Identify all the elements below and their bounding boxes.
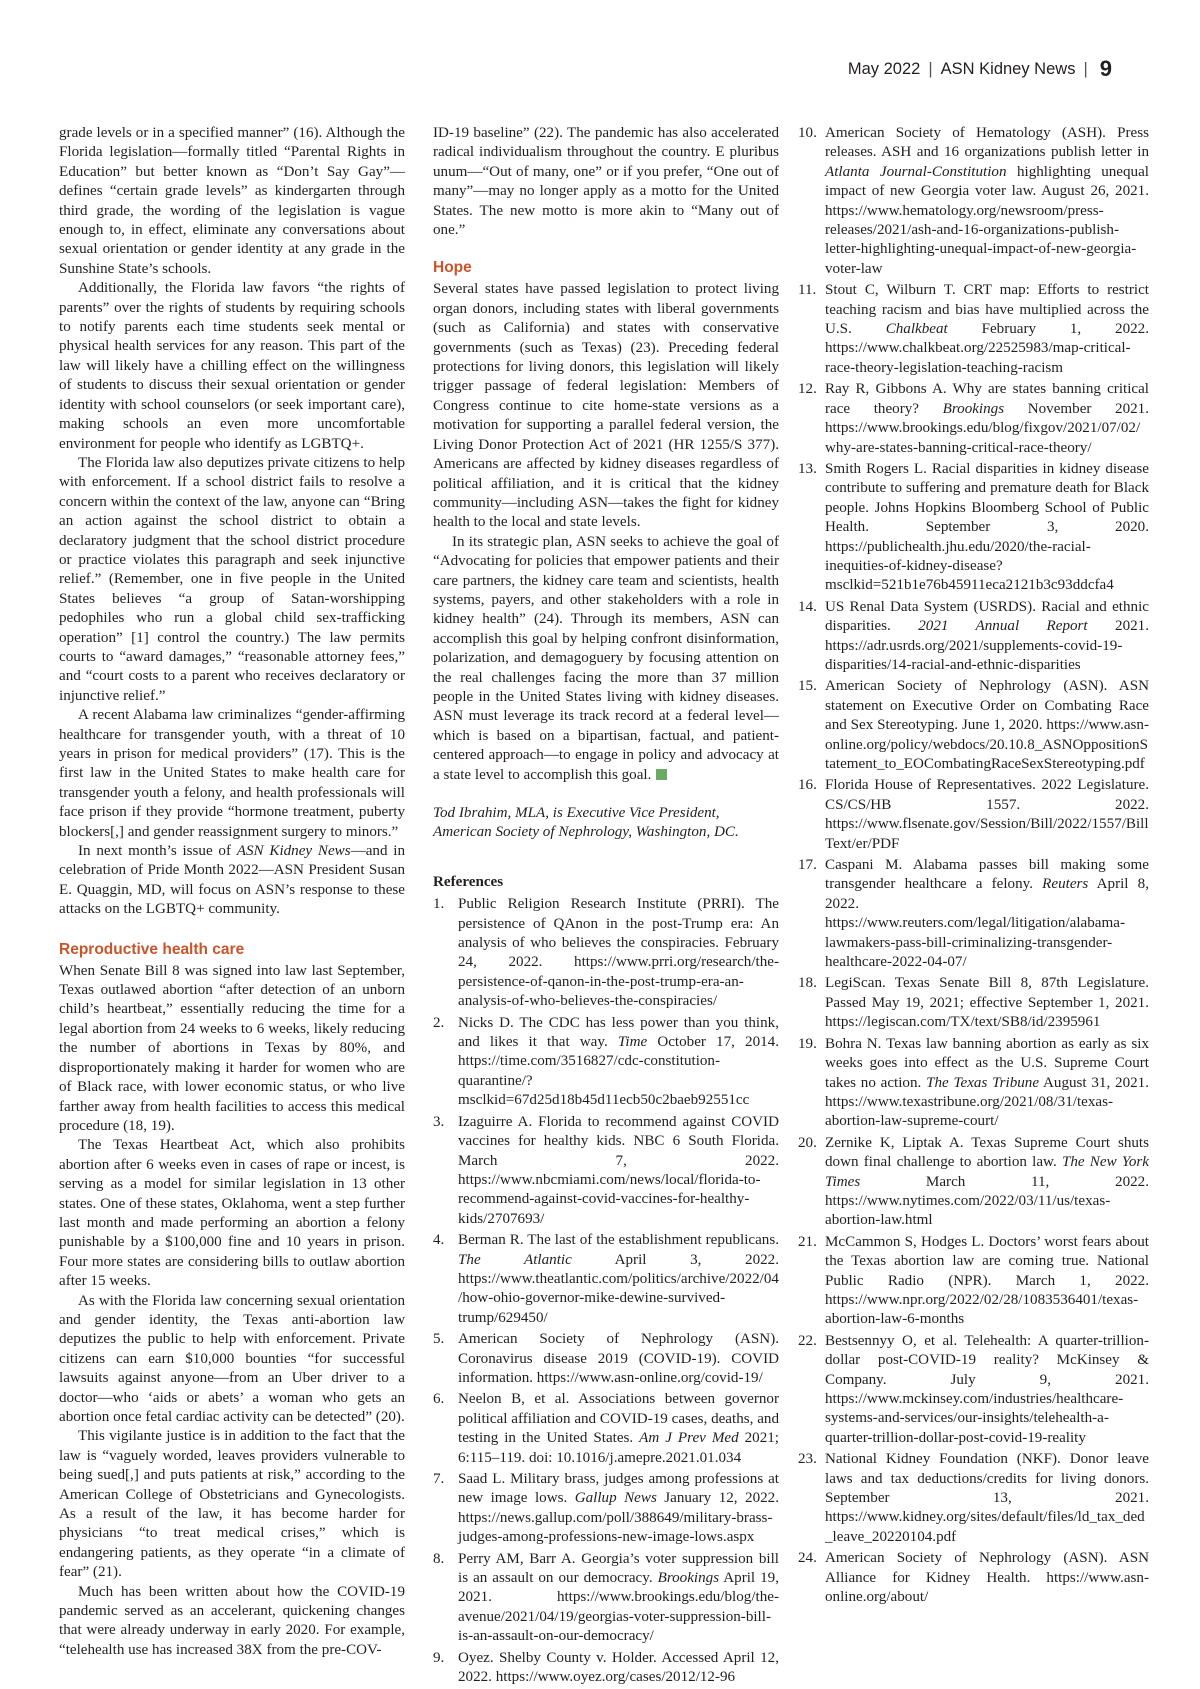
reference-source-title: Brookings	[942, 400, 1005, 417]
reference-number: 19.	[798, 1035, 817, 1052]
page-header	[848, 56, 1112, 82]
reference-number: 17.	[798, 857, 817, 874]
reference-number: 11.	[798, 282, 817, 299]
reference-source-title: Chalkbeat	[885, 321, 948, 338]
paragraph: The Florida law also deputizes private citizens to help with enforcement. If a school district fails to resolve a concern within the context of the law, anyone can “Bring an action against the school district to obtain a declaratory judgment that the school district procedure or practice violates this paragraph and seek injunctive relief.” (Remember, one in five people in the United States believes “a group of Satan-worshipping pedophiles who run a global child sex-trafficking operation” [1] control the country.) The law permits courts to “award damages,” “reasonable attorney fees,” and “court costs to a parent who receives declaratory or injunctive relief.”	[59, 454, 405, 704]
reference-item	[798, 1134, 1149, 1231]
reference-text: Ray R, Gibbons A. Why are states banning critical race theory?	[825, 381, 1149, 417]
reference-item	[798, 974, 1149, 1032]
reference-text: January 12, 2022. https://news.gallup.com/poll/388649/military-brass-judges-among-professions-new-image-lows.aspx	[458, 1490, 779, 1546]
reference-text: Berman R. The last of the establishment republicans.	[458, 1232, 779, 1249]
reference-item	[798, 1332, 1149, 1448]
text-run: In its strategic plan, ASN seeks to achieve the goal of “Advocating for policies that empower patients and their care partners, the kidney care team and scientists, health systems, payers, and other stakeholders with a role in kidney health” (24). Through its members, ASN can accomplish this goal by helping confront disinformation, polarization, and demagoguery by focusing attention on the real challenges facing the more than 37 million people in the United States living with kidney diseases. ASN must leverage its track record at a federal level—which is based on a bipartisan, factual, and patient-centered approach—to engage in policy and advocacy at a state level to accomplish this goal.	[433, 533, 779, 783]
reference-number: 23.	[798, 1451, 817, 1468]
reference-text: Caspani M. Alabama passes bill making some transgender healthcare a felony.	[825, 857, 1149, 893]
reference-text: Stout C, Wilburn T. CRT map: Efforts to restrict teaching racism and bias have multiplied across the U.S.	[825, 282, 1149, 338]
header-separator: |	[928, 59, 933, 78]
reference-number: 4.	[433, 1232, 445, 1249]
reference-item	[798, 677, 1149, 774]
paragraph: This vigilante justice is in addition to the fact that the law is “vaguely worded, leaves providers vulnerable to being sued[,] and puts patients at risk,” according to the American College of Obstetricians and Gynecologists. As a result of the law, it has become harder for physicians “to treat medical crises,” which is endangering patients, as they operate “in a climate of fear” (21).	[59, 1428, 405, 1581]
reference-number: 5.	[433, 1331, 445, 1348]
reference-text: Izaguirre A. Florida to recommend against COVID vaccines for healthy kids. NBC 6 South Florida. March 7, 2022. https://www.nbcmiami.com/news/local/florida-to-recommend-against-covid-vaccines-for-healthy-kids/2707693/	[458, 1113, 779, 1227]
paragraph: Several states have passed legislation to protect living organ donors, including states with liberal governments (such as California) and states with conservative governments (such as Texas) (23). Preceding federal protections for living donors, this legislation will likely trigger passage of federal legislation: Members of Congress continue to cite home-state versions as a motivation for supporting a parallel federal version, the Living Donor Protection Act of 2021 (HR 1255/S 377). Americans are affected by kidney diseases regardless of political affiliation, and it is critical that the kidney community—including ASN—takes the fight for kidney health to the local and state levels.	[433, 281, 779, 531]
publication-name: ASN Kidney News	[940, 59, 1076, 78]
reference-text: Neelon B, et al. Associations between governor political affiliation and COVID-19 cases, deaths, and testing in the United States.	[458, 1391, 779, 1447]
reference-number: 8.	[433, 1550, 445, 1567]
reference-text: American Society of Nephrology (ASN). ASN statement on Executive Order on Combating Race and Sex Stereotyping. June 1, 2020. https://www.asn-online.org/policy/webdocs/20.10.8_ASNOppositionStatement_to_EOCombatingRaceSexStereotyping.pdf	[825, 678, 1149, 772]
reference-item	[433, 1470, 779, 1548]
paragraph: A recent Alabama law criminalizes “gender-affirming healthcare for transgender youth, with a threat of 10 years in prison for medical providers” (17). This is the first law in the United States to make health care for transgender youth a felony, and health professionals will face prison if they provide “hormone treatment, puberty blockers[,] and gender reassignment surgery to minors.”	[59, 707, 405, 840]
reference-item	[433, 1330, 779, 1388]
reference-text: highlighting unequal impact of new Georgia voter law. August 26, 2021. https://www.hematology.org/newsroom/press-releases/2021/ash-and-16-organizations-publish-letter-highlighting-unequal-impact-of-new-georgia-voter-law	[825, 163, 1149, 277]
reference-text: Saad L. Military brass, judges among professions at new image lows.	[458, 1471, 779, 1507]
reference-source-title: Atlanta Journal-Constitution	[825, 163, 1007, 180]
issue-date: May 2022	[847, 59, 921, 78]
reference-text: March 11, 2022. https://www.nytimes.com/2022/03/11/us/texas-abortion-law.html	[825, 1173, 1149, 1229]
reference-text: April 3, 2022. https://www.theatlantic.com/politics/archive/2022/04/how-ohio-governor-mike-dewine-survived-trump/629450/	[458, 1251, 779, 1326]
reference-number: 22.	[798, 1332, 817, 1349]
reference-source-title: The Atlantic	[458, 1251, 572, 1268]
reference-source-title: Am J Prev Med	[639, 1430, 739, 1447]
reference-item	[798, 281, 1149, 378]
paragraph: grade levels or in a specified manner” (16). Although the Florida legislation—formally titled “Parental Rights in Education” but better known as “Don’t Say Gay”—defines “certain grade levels” as kindergarten through third grade, the wording of the legislation is vague enough to, in effect, eliminate any conversations about sexual orientation or gender identity at any grade in the Sunshine State’s schools.	[59, 125, 405, 277]
reference-source-title: 2021 Annual Report	[918, 618, 1088, 635]
reference-text: August 31, 2021. https://www.texastribune.org/2021/08/31/texas-abortion-law-supreme-court/	[825, 1074, 1149, 1130]
column-3	[798, 124, 1149, 1609]
end-of-article-mark	[656, 769, 667, 780]
header-separator: |	[1083, 59, 1088, 78]
column-1	[59, 124, 405, 1660]
paragraph	[59, 842, 405, 920]
reference-text: 2021; 6:115–119. doi: 10.1016/j.amepre.2021.01.034	[458, 1430, 780, 1466]
reference-item	[433, 1014, 779, 1111]
reference-text: Bohra N. Texas law banning abortion as early as six weeks goes into effect as the U.S. Supreme Court takes no action.	[825, 1035, 1149, 1091]
paragraph: Additionally, the Florida law favors “the rights of parents” over the rights of students by requiring schools to notify parents each time students seek mental or physical health services for any reason. This part of the law will likely have a chilling effect on the willingness of students to discuss their sexual orientation or gender identity with school counselors (or seek important care), making schools an even more uncomfortable environment for people who identify as LGBTQ+.	[59, 280, 405, 452]
reference-item	[433, 1113, 779, 1229]
text-run: —and in celebration of Pride Month 2022—ASN President Susan E. Quaggin, MD, will focus on ASN’s response to these attacks on the LGBTQ+ community.	[59, 843, 405, 918]
references-heading: References	[433, 873, 504, 890]
reference-number: 14.	[798, 598, 817, 615]
reference-source-title: Reuters	[1042, 876, 1089, 893]
reference-text: National Kidney Foundation (NKF). Donor leave laws and tax deductions/credits for living donors. September 13, 2021. https://www.kidney.org/sites/default/files/ld_tax_ded_leave_20220104.pdf	[825, 1451, 1149, 1545]
reference-number: 2.	[433, 1014, 445, 1031]
reference-item	[798, 460, 1149, 596]
author-byline: Tod Ibrahim, MLA, is Executive Vice President, American Society of Nephrology, Washington, DC.	[433, 805, 739, 841]
text-run: In next month’s issue of	[78, 843, 237, 860]
reference-text: Smith Rogers L. Racial disparities in kidney disease contribute to suffering and premature death for Black people. Johns Hopkins Bloomberg School of Public Health. September 3, 2020. https://publichealth.jhu.edu/2020/the-racial-inequities-of-kidney-disease?msclkid=521b1e76b45911eca2121b3c93ddcfa4	[825, 460, 1149, 594]
reference-text: April 19, 2021. https://www.brookings.edu/blog/the-avenue/2021/04/19/georgias-voter-suppression-bill-is-an-assault-on-our-democracy/	[458, 1570, 779, 1645]
reference-text: US Renal Data System (USRDS). Racial and ethnic disparities.	[825, 598, 1149, 635]
reference-text: McCammon S, Hodges L. Doctors’ worst fears about the Texas abortion law are coming true. National Public Radio (NPR). March 1, 2022. https://www.npr.org/2022/02/28/1083536401/texas-abortion-law-6-months	[825, 1233, 1149, 1328]
reference-item	[798, 1035, 1149, 1132]
publication-title: ASN Kidney News	[236, 843, 351, 860]
reference-number: 15.	[798, 678, 817, 695]
reference-number: 1.	[433, 896, 445, 913]
reference-number: 16.	[798, 777, 817, 794]
paragraph: When Senate Bill 8 was signed into law last September, Texas outlawed abortion “after detection of an unborn child’s heartbeat,” essentially reducing the time for a legal abortion from 24 weeks to 6 weeks, likely reducing the number of abortions in Texas by 80%, and disproportionately making it harder for women who are of Black race, with lower economic status, or who live farther away from health facilities to access this medical procedure (18, 19).	[59, 962, 405, 1134]
reference-text: American Society of Nephrology (ASN). Coronavirus disease 2019 (COVID-19). COVID information. https://www.asn-online.org/covid-19/	[458, 1331, 779, 1386]
reference-item	[433, 1550, 779, 1647]
reference-source-title: The New York Times	[825, 1154, 1149, 1190]
reference-number: 21.	[798, 1233, 817, 1250]
reference-item	[798, 1233, 1149, 1330]
reference-number: 6.	[433, 1391, 445, 1408]
reference-text: October 17, 2014. https://time.com/3516827/cdc-constitution-quarantine/?msclkid=67d25d18b45d11ecb50c2baeb92551cc	[458, 1034, 779, 1109]
reference-text: Public Religion Research Institute (PRRI). The persistence of QAnon in the post-Trump era: An analysis of who believes the conspiracies. February 24, 2022. https://www.prri.org/research/the-persistence-of-qanon-in-the-post-trump-era-an-analysis-of-who-believes-the-conspiracies/	[458, 896, 779, 1010]
reference-number: 3.	[433, 1113, 445, 1130]
reference-number: 18.	[798, 975, 817, 992]
reference-source-title: Time	[617, 1034, 648, 1051]
reference-number: 20.	[798, 1134, 817, 1151]
reference-source-title: Gallup News	[574, 1490, 657, 1507]
reference-item	[433, 1390, 779, 1468]
reference-number: 7.	[433, 1471, 445, 1487]
reference-text: April 8, 2022. https://www.reuters.com/legal/litigation/alabama-lawmakers-pass-bill-criminalizing-transgender-healthcare-2022-04-07/	[825, 876, 1149, 971]
reference-item	[433, 1231, 779, 1328]
reference-item	[798, 776, 1149, 854]
reference-number: 10.	[798, 125, 817, 141]
reference-source-title: The Texas Tribune	[926, 1074, 1040, 1091]
reference-number: 12.	[798, 381, 817, 398]
paragraph: ID-19 baseline” (22). The pandemic has also accelerated radical individualism throughout the country. E pluribus unum—“Out of many, one” or if you prefer, “One out of many”—may no longer apply as a motto for the United States. The new motto is more akin to “Many out of one.”	[433, 125, 779, 239]
reference-text: American Society of Hematology (ASH). Press releases. ASH and 16 organizations publish letter in	[825, 125, 1149, 161]
reference-item	[798, 1549, 1149, 1607]
reference-source-title: Brookings	[657, 1570, 720, 1587]
paragraph: The Texas Heartbeat Act, which also prohibits abortion after 6 weeks even in cases of rape or incest, is serving as a model for similar legislation in 13 other states. One of these states, Oklahoma, went a step further last month and made performing an abortion a felony punishable by a $100,000 fine and 10 years in prison. Four more states are considering bills to outlaw abortion after 15 weeks.	[59, 1137, 405, 1290]
reference-text: Nicks D. The CDC has less power than you think, and likes it that way.	[458, 1014, 779, 1051]
reference-text: Perry AM, Barr A. Georgia’s voter suppression bill is an assault on our democracy.	[458, 1550, 779, 1587]
reference-text: Florida House of Representatives. 2022 Legislature. CS/CS/HB 1557. 2022. https://www.flsenate.gov/Session/Bill/2022/1557/BillText/er/PDF	[825, 777, 1149, 852]
reference-list	[798, 124, 1149, 1607]
paragraph: As with the Florida law concerning sexual orientation and gender identity, the Texas anti-abortion law deputizes the public to help with enforcement. Private citizens can earn $10,000 bounties “for successful lawsuits against anyone—from an Uber driver to a doctor—who ‘aids or abets’ a woman who gets an abortion once fetal cardiac activity can be detected” (20).	[59, 1292, 405, 1425]
column-2	[433, 124, 779, 1689]
page-number: 9	[1099, 56, 1112, 81]
reference-text: American Society of Nephrology (ASN). ASN Alliance for Kidney Health. https://www.asn-online.org/about/	[825, 1550, 1149, 1606]
reference-text: November 2021. https://www.brookings.edu/blog/fixgov/2021/07/02/why-are-states-banning-critical-race-theory/	[825, 400, 1149, 456]
reference-item	[798, 380, 1149, 458]
reference-number: 13.	[798, 460, 817, 477]
reference-item	[798, 856, 1149, 972]
reference-list	[433, 895, 779, 1687]
reference-text: Oyez. Shelby County v. Holder. Accessed April 12, 2022. https://www.oyez.org/cases/2012/12-96	[458, 1649, 779, 1686]
reference-text: LegiScan. Texas Senate Bill 8, 87th Legislature. Passed May 19, 2021; effective September 1, 2021. https://legiscan.com/TX/text/SB8/id/2395961	[825, 975, 1149, 1031]
reference-item	[798, 124, 1149, 279]
reference-item	[798, 598, 1149, 676]
reference-number: 9.	[433, 1649, 445, 1666]
reference-text: 2021. https://adr.usrds.org/2021/supplements-covid-19-disparities/14-racial-and-ethnic-disparities	[825, 618, 1149, 673]
section-heading: Reproductive health care	[59, 940, 245, 958]
reference-text: February 1, 2022. https://www.chalkbeat.org/22525983/map-critical-race-theory-legislation-teaching-racism	[825, 321, 1149, 376]
reference-text: Zernike K, Liptak A. Texas Supreme Court shuts down final challenge to abortion law.	[825, 1134, 1149, 1171]
paragraph	[433, 533, 779, 785]
reference-number: 24.	[798, 1550, 817, 1567]
reference-item	[433, 895, 779, 1011]
section-heading: Hope	[433, 259, 472, 277]
paragraph: Much has been written about how the COVID-19 pandemic served as an accelerant, quickening changes that were already underway in early 2020. For example, “telehealth use has increased 38X from the pre-COV-	[59, 1583, 405, 1658]
reference-text: Bestsennyy O, et al. Telehealth: A quarter-trillion-dollar post-COVID-19 reality? McKinsey & Company. July 9, 2021. https://www.mckinsey.com/industries/healthcare-systems-and-services/our-insights/telehealth-a-quarter-trillion-dollar-post-covid-19-reality	[825, 1332, 1149, 1446]
reference-item	[798, 1450, 1149, 1547]
reference-item	[433, 1649, 779, 1688]
